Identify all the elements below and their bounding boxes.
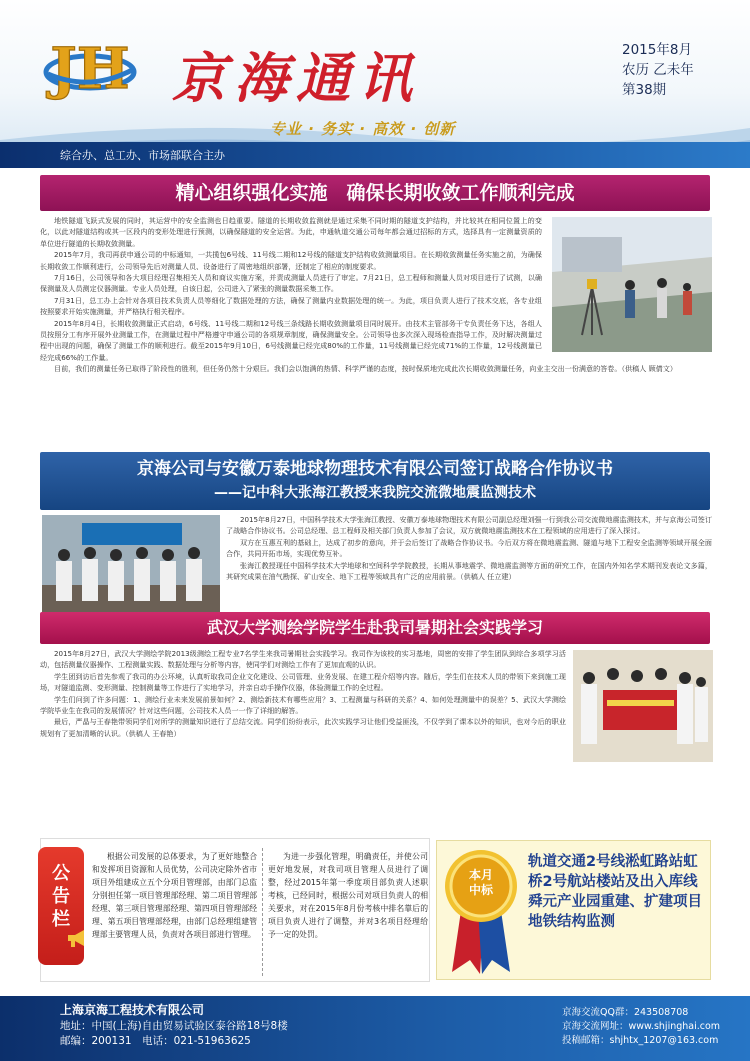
article-paragraph: 学生团到访后首先参观了我司的办公环境，认真听取我司企业文化建设、公司管理、业务发展、在建工程介绍等内容。随后，学生们在技术人员的带领下来到施工现场，对隧道监测、变形测量、控制测量等工作进行了实地学习，并亲自动手操作仪器，体验测量工作的全过程。	[40, 671, 566, 693]
article-paragraph: 张海江教授现任中国科学技术大学地球和空间科学学院教授，长期从事地震学、微地震监测等方面的研究工作，在国内外知名学术期刊发表论文多篇，其研究成果在油气勘探、矿山安全、地下工程等领域具有广泛的应用前景。（供稿人 任立建）	[226, 560, 712, 582]
article-paragraph: 学生们问到了许多问题：1、测绘行业未来发展前景如何？2、测绘新技术有哪些应用？3、工程测量与科研的关系？4、如何处理测量中的误差？5、武汉大学测绘学院毕业生在我司的发展情况？针对这些问题，公司技术人员一一作了详细的解答。	[40, 694, 566, 716]
article-paragraph: 地铁隧道飞跃式发展的同时，其运营中的安全监测也日趋重要。隧道的长期收敛监测就是通过采集不同时期的隧道支护结构，并比较其在相同位置上的变化，以此对隧道结构或其一区段内的变形处理进行预测，以确保隧道的安全运营。为此，申通轨道交通公司每年都会通过招标的方式，选择具有一定测量资质的单位进行隧道的长期收敛测量。	[40, 216, 542, 248]
footer-contacts	[562, 1006, 720, 1048]
issue-date: 2015年8月	[622, 42, 692, 58]
article-paragraph: 7月31日，总工办上会针对各项目技术负责人员等细化了数据处理的方法，确保了测量内业数据处理的统一。为此，项目负责人进行了技术交底，各专业组按照要求开始实施测量，并严格执行相关程序。	[40, 295, 542, 317]
notice-column-1: 根据公司发展的总体要求，为了更好地整合和发挥项目资源和人员优势，公司决定除外省市项目外组建成立五个分项目管理部，由部门总监分别担任第一项目管理部经理、第二项目管理部经理、第三项目管理部经理、第四项目管理部经理、第五项目管理部经理，由部门总经理组建管理部主要管理人员，负责对各项目部进行管理。	[92, 852, 257, 939]
host-text: 综合办、总工办、市场部联合主办	[60, 149, 225, 162]
svg-text:JH: JH	[50, 36, 130, 102]
article-paragraph: 最后，严晶与王春艳带领同学们对所学的测量知识进行了总结交流。同学们纷纷表示，此次实践学习让他们受益匪浅，不仅学到了课本以外的知识，也对今后的职业规划有了更加清晰的认识。（供稿人 王春艳）	[40, 717, 566, 738]
notice-tag-text: 公告栏	[52, 863, 70, 930]
student-group-photo	[573, 650, 713, 762]
article-paragraph: 2015年8月27日，中国科学技术大学张海江教授、安徽万泰地球物理技术有限公司副总经理刘强一行到我公司交流微地震监测技术，并与京海公司签订了战略合作协议书。公司总经理、总工程师及相关部门负责人参加了会议，双方就微地震监测技术在工程领域的应用进行了深入探讨。	[226, 515, 712, 536]
footer-postcode-phone: 邮编：200131 电话：021-51963625	[60, 1035, 251, 1047]
article-paragraph: 双方在互惠互利的基础上，达成了初步的意向，并于会后签订了战略合作协议书。今后双方将在微地震监测、隧道与地下工程安全监测等领域开展全面合作，共同开拓市场，实现优势互补。	[226, 537, 712, 559]
article-2-headline: 京海公司与安徽万泰地球物理技术有限公司签订战略合作协议书	[137, 459, 613, 479]
article-2-headline-block	[40, 452, 710, 510]
issue-info	[622, 40, 737, 100]
issue-lunar: 农历 乙未年	[622, 62, 694, 78]
footer-address: 地址：中国(上海)自由贸易试验区泰谷路18号8楼	[60, 1020, 288, 1032]
footer-qq: 京海交流QQ群：243508708	[562, 1007, 689, 1018]
newsletter-title: 京海通讯	[172, 46, 420, 110]
footer-company: 上海京海工程技术有限公司	[60, 1003, 205, 1017]
article-paragraph: 7月16日，公司领导和各大项目经理召集相关人员和商议实施方案，并责成测量人员进行了审定。7月21日，总工程师和测量人员对项目进行了试测，以确保测量及人员测定仪器测量。专业人员处理，自该日起，公司进入了紧张的测量数据采集工作。	[40, 273, 542, 294]
article-paragraph: 目前，我们的测量任务已取得了阶段性的胜利，但任务仍然十分艰巨。我们会以饱满的热情、科学严谨的态度，按时保质地完成此次长期收敛测量任务，向业主交出一份满意的答卷。（供稿人 顾倩文）	[54, 364, 677, 374]
footer-email[interactable]: 投稿邮箱：shjhtx_1207@163.com	[562, 1035, 719, 1046]
article-paragraph: 2015年7月，我司再获申通公司的中标通知，一共揽包6号线、11号线二期和12号线的隧道支护结构收敛测量项目。在长期收敛测量任务实施之前，为确保长期收敛工作顺利进行，公司领导先后对测量人员、设备进行了周密地组织部署，还制定了相应的制度要求。	[40, 250, 542, 271]
bid-win-text: 轨道交通2号线淞虹路站虹桥2号航站楼站及出入库线舜元产业园重建、扩建项目地铁结构监测	[528, 854, 702, 930]
jh-logo	[40, 30, 140, 110]
medal-text: 本月中标	[468, 868, 493, 897]
article-3-headline: 武汉大学测绘学院学生赴我司暑期社会实践学习	[40, 612, 710, 644]
article-paragraph: 2015年8月27日，武汉大学测绘学院2013级测绘工程专业7名学生来我司暑期社会实践学习。我司作为该校的实习基地，周密的安排了学生团队到综合多项学习活动，包括测量仪器操作、工程测量实践、数据处理与分析等内容，使同学们对测绘工作有了更加直观的认识。	[40, 649, 566, 670]
survey-field-photo	[552, 217, 712, 352]
signing-group-photo	[42, 515, 220, 617]
issue-number: 第38期	[622, 82, 667, 98]
article-1-headline: 精心组织强化实施 确保长期收敛工作顺利完成	[40, 175, 710, 211]
slogan: 专业 · 务实 · 高效 · 创新	[270, 120, 456, 138]
footer-website[interactable]: 京海交流网址：www.shjinghai.com	[562, 1021, 721, 1032]
notice-tag-label	[38, 862, 84, 931]
notice-column-2: 为进一步强化管理，明确责任，并使公司更好地发展，对我司项目管理人员进行了调整，经过2015年第一季度项目部负责人述职考核，已经同时，根据公司对项目负责人的相关要求，对在2015年8月份考核中排名靠后的项目负责人进行了调整，并对3名项目经理给予一定的处罚。	[268, 852, 428, 939]
notice-divider	[262, 848, 263, 976]
medal-icon	[440, 842, 522, 978]
medal-label	[452, 868, 510, 898]
article-2-subheadline: ——记中科大张海江教授来我院交流微地震监测技术	[214, 485, 536, 501]
article-paragraph: 2015年8月4日，长期收敛测量正式启动，6号线、11号线二期和12号线三条线路长期收敛测量项目同时展开。由技术主管部务干专负责任务下达，各组人员按照分工有序开展外业测量工作，在测量过程中严格遵守申通公司的各项规章制度，确保测量安全。公司领导也多次深入现场检查指导工作，及时解决测量过程中出现的问题，确保了测量工作的顺利进行。截至2015年9月10日，6号线测量已经完成80%的工作量，11号线测量已经完成71%的工作量，12号线测量已经完成66%的工作量。	[40, 318, 542, 362]
megaphone-icon	[66, 928, 88, 952]
